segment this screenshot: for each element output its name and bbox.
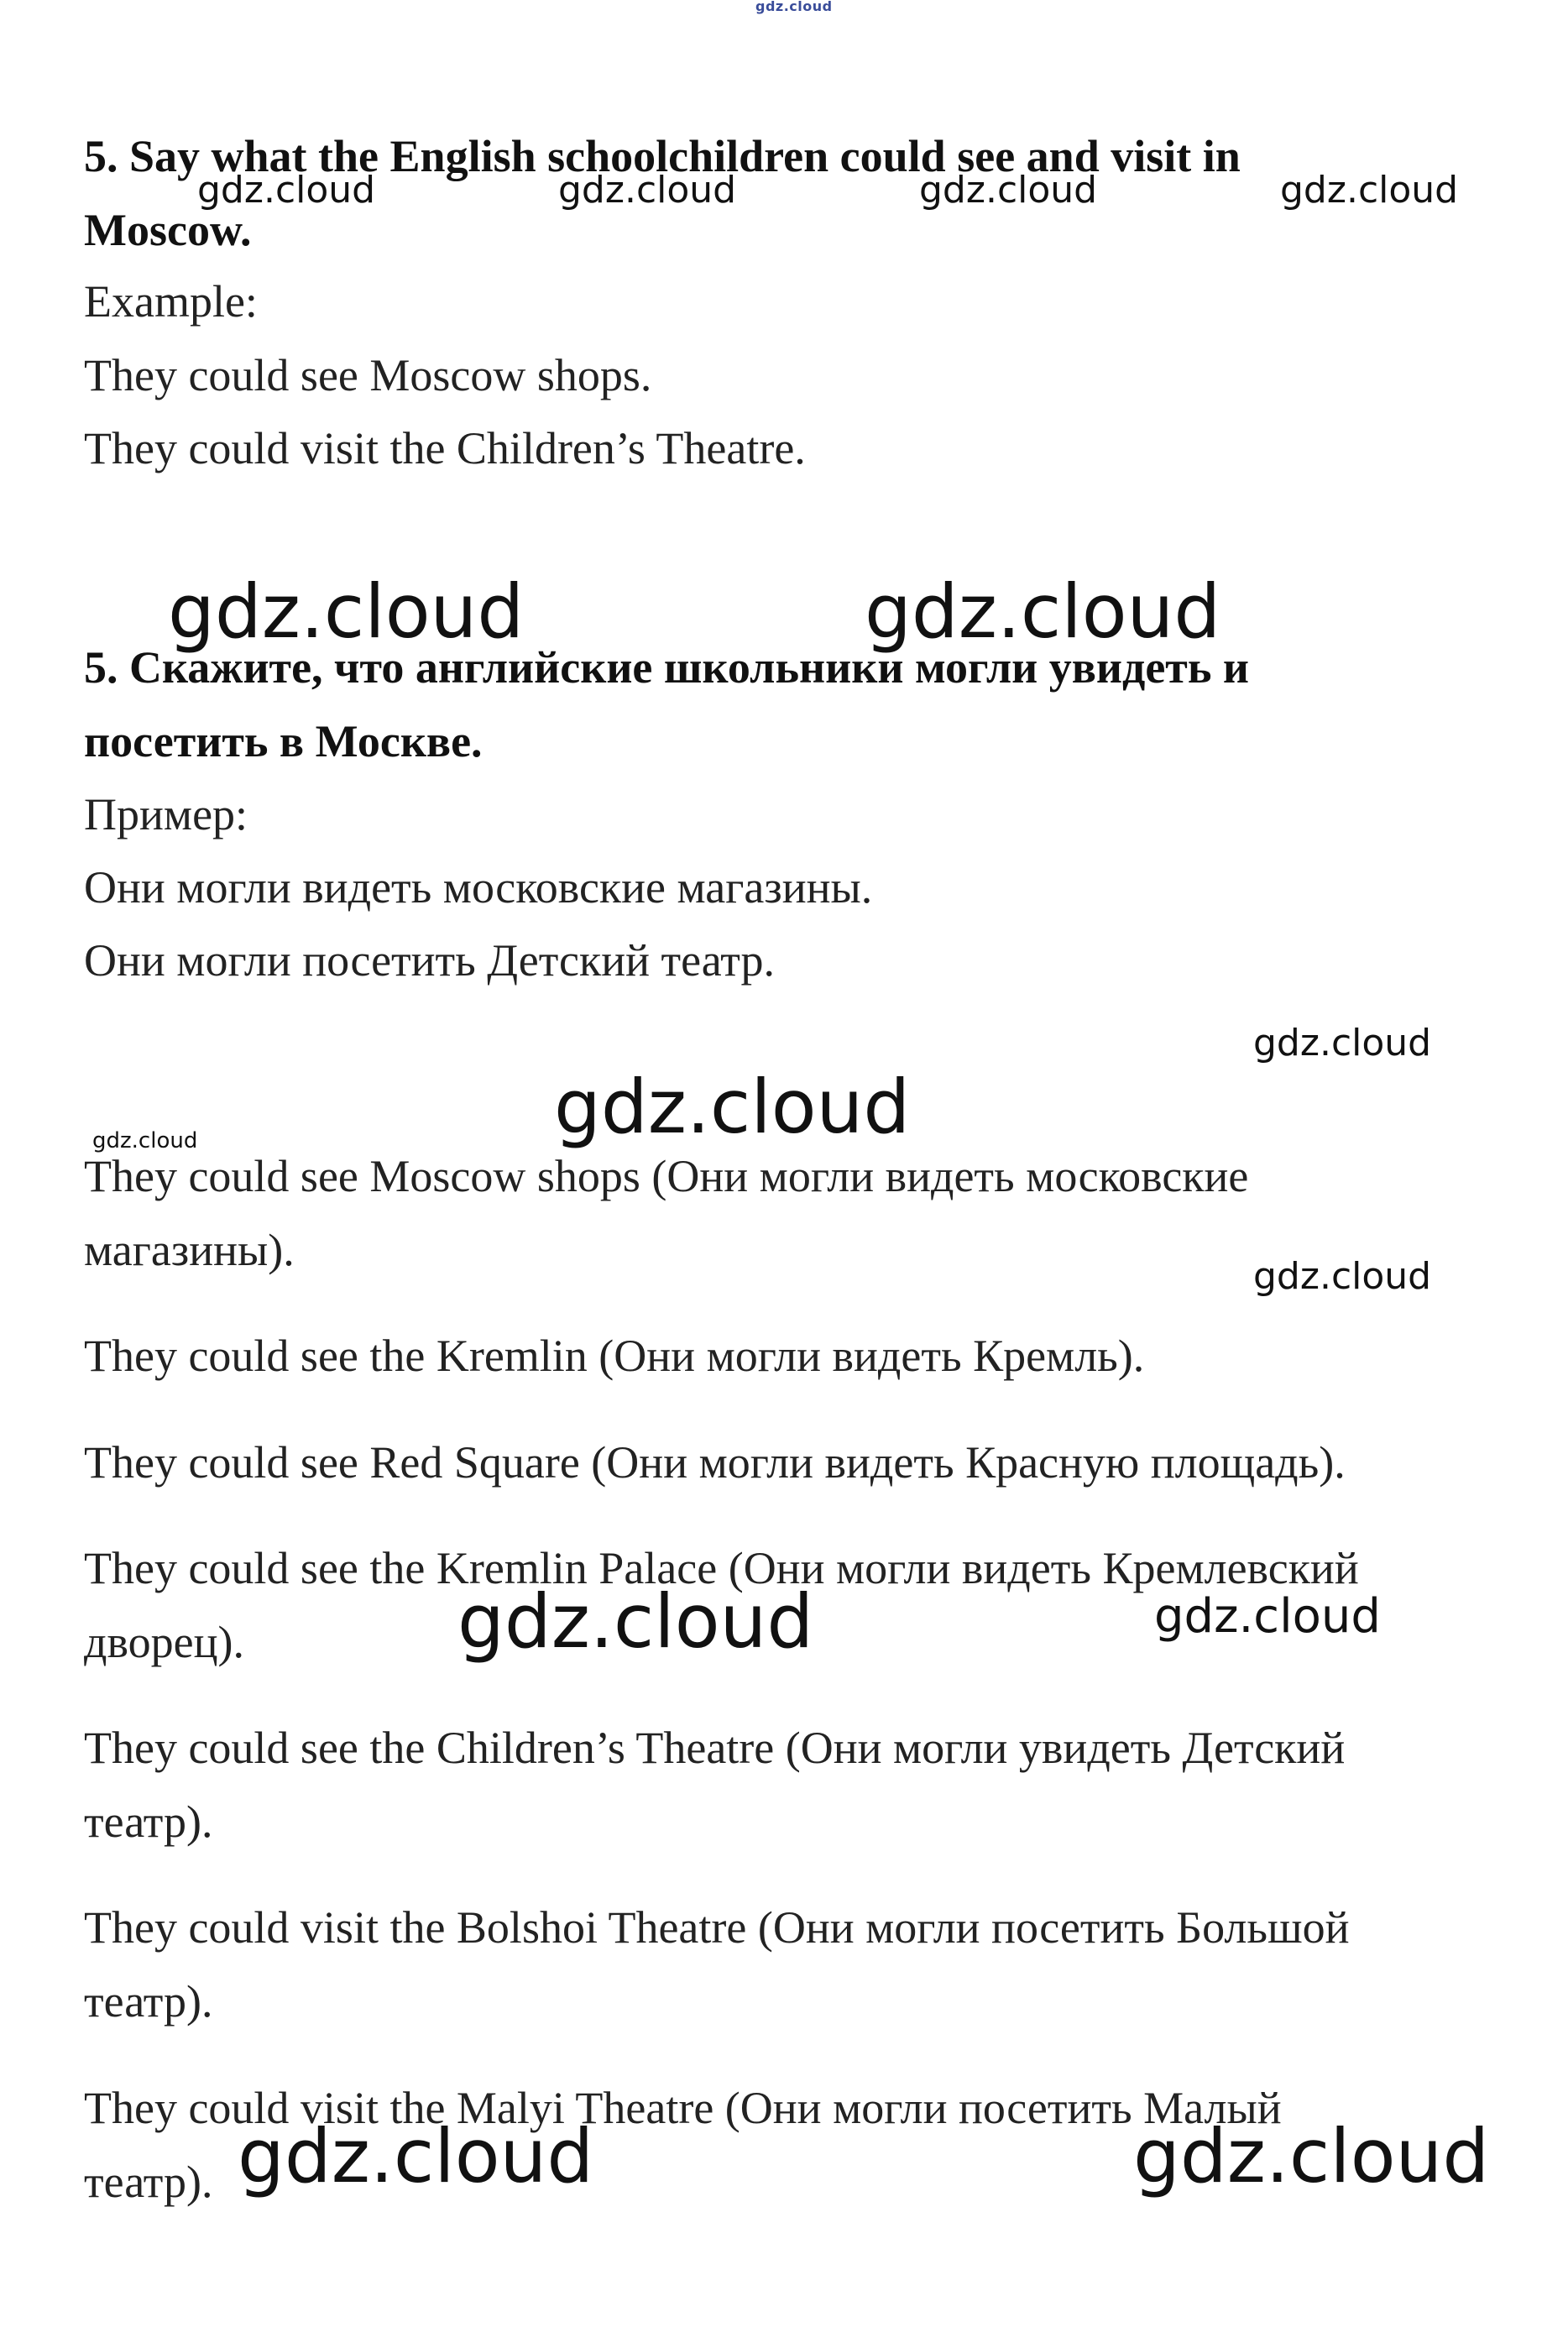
answer-1-line2: магазины). (84, 1225, 295, 1275)
answer-7-line1: They could visit the Malyi Theatre (Они могли посетить Малый (84, 2083, 1282, 2133)
answer-4-line1: They could see the Kremlin Palace (Они могли видеть Кремлевский (84, 1543, 1359, 1593)
english-example-1: They could see Moscow shops. (84, 350, 652, 400)
answer-1-line1: They could see Moscow shops (Они могли видеть московские (84, 1151, 1249, 1201)
answer-7-line2: театр). (84, 2157, 213, 2207)
watermark: gdz.cloud (558, 169, 737, 212)
watermark: gdz.cloud (1253, 1255, 1432, 1298)
watermark: gdz.cloud (1133, 2113, 1490, 2199)
header-watermark: gdz.cloud (755, 0, 833, 14)
russian-task-heading-line2: посетить в Москве. (84, 716, 483, 766)
english-task-heading-line1: 5. Say what the English schoolchildren could see and visit in (84, 131, 1241, 181)
watermark: gdz.cloud (1154, 1589, 1381, 1644)
answer-6-line1: They could visit the Bolshoi Theatre (Они могли посетить Большой (84, 1902, 1350, 1953)
answer-2-line1: They could see the Kremlin (Они могли видеть Кремль). (84, 1331, 1145, 1381)
watermark: gdz.cloud (197, 169, 376, 212)
answer-5-line2: театр). (84, 1796, 213, 1847)
russian-example-1: Они могли видеть московские магазины. (84, 862, 873, 913)
answer-6-line2: театр). (84, 1976, 213, 2027)
english-task-heading-line2: Moscow. (84, 205, 252, 255)
watermark: gdz.cloud (1280, 169, 1459, 212)
watermark: gdz.cloud (92, 1128, 198, 1153)
watermark: gdz.cloud (554, 1064, 911, 1150)
answer-4-line2: дворец). (84, 1617, 244, 1667)
russian-task-heading-line1: 5. Скажите, что английские школьники могли увидеть и (84, 642, 1249, 693)
english-example-label: Example: (84, 276, 258, 327)
watermark: gdz.cloud (865, 568, 1221, 655)
english-example-2: They could visit the Children’s Theatre. (84, 423, 806, 473)
answer-5-line1: They could see the Children’s Theatre (Они могли увидеть Детский (84, 1723, 1346, 1773)
watermark: gdz.cloud (457, 1578, 814, 1665)
answer-3-line1: They could see Red Square (Они могли видеть Красную площадь). (84, 1437, 1346, 1488)
russian-example-label: Пример: (84, 789, 248, 839)
watermark: gdz.cloud (1253, 1022, 1432, 1064)
watermark: gdz.cloud (168, 568, 525, 655)
watermark: gdz.cloud (238, 2113, 594, 2199)
watermark: gdz.cloud (919, 169, 1098, 212)
russian-example-2: Они могли посетить Детский театр. (84, 935, 776, 986)
